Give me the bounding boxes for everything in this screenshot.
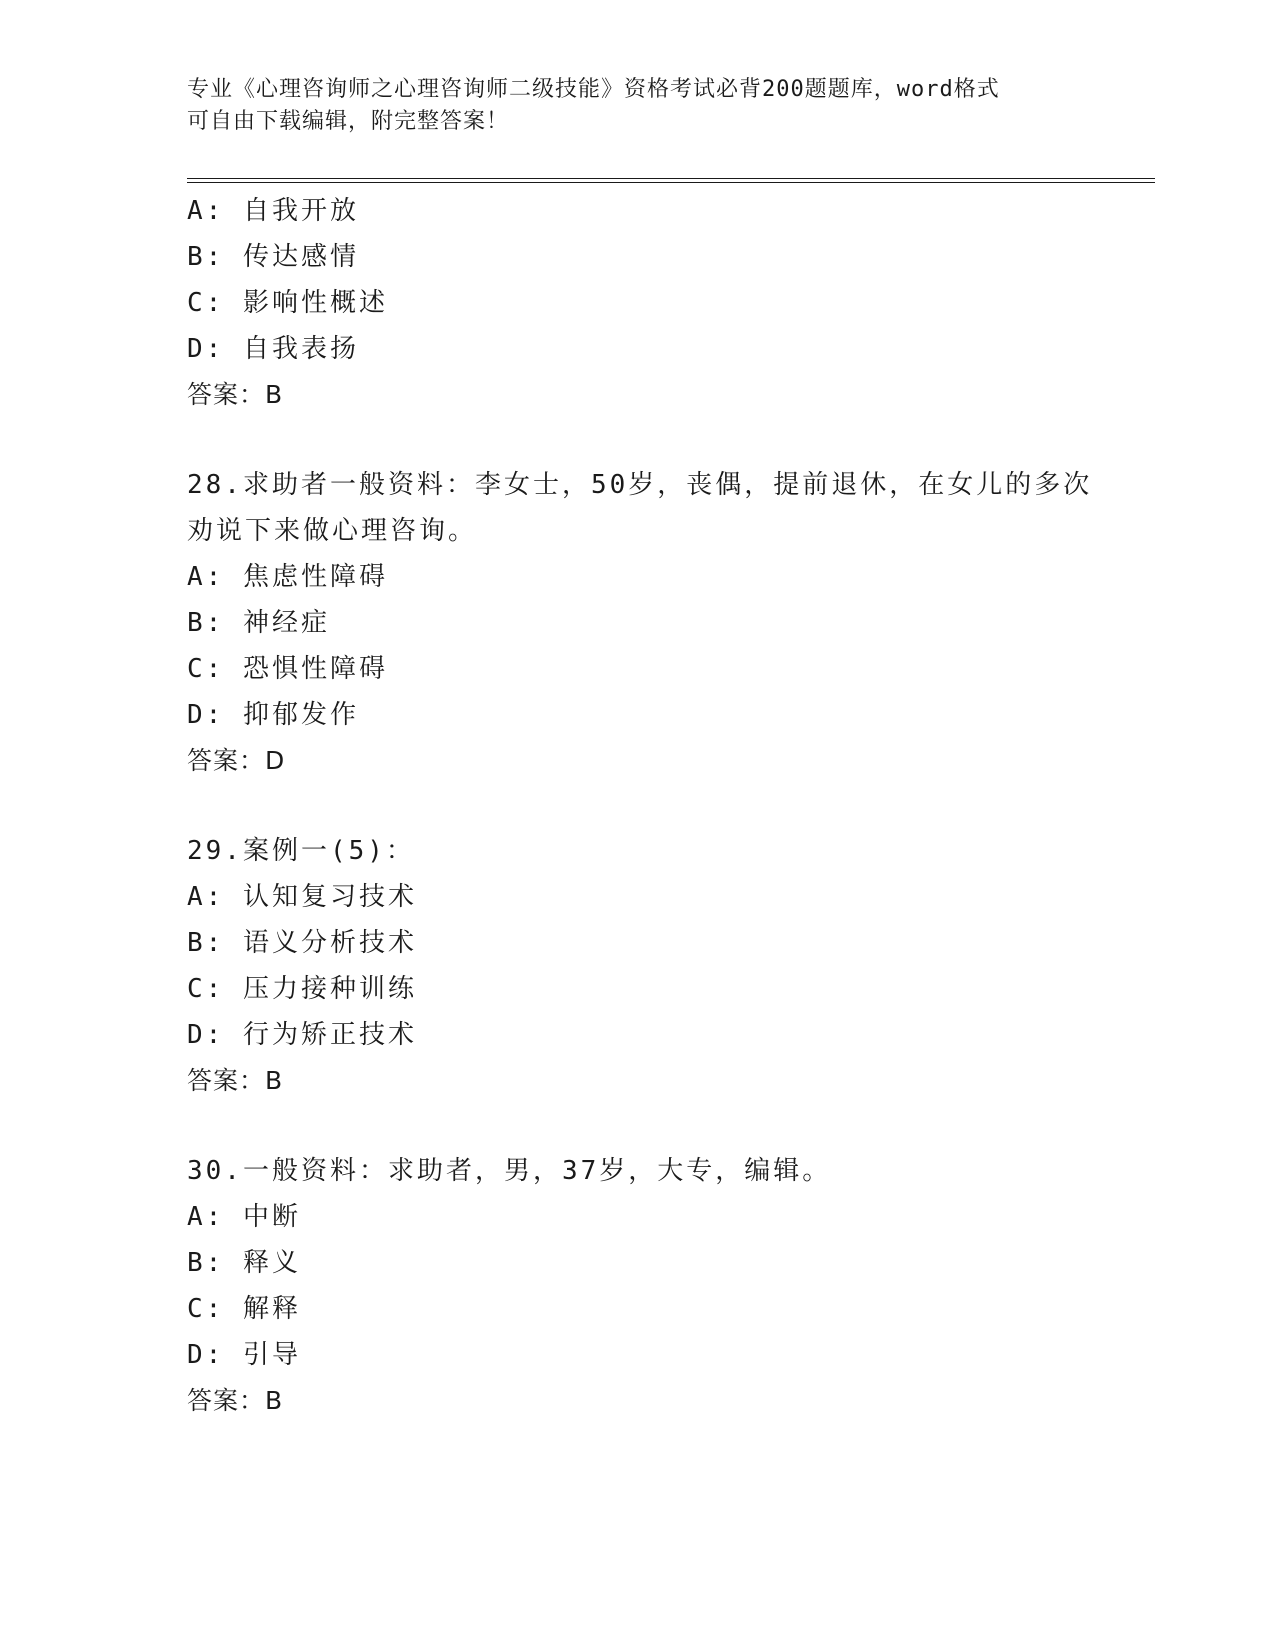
question-list bbox=[187, 188, 1093, 1424]
question-stem-line-1: 28.求助者一般资料：李女士，50岁，丧偶，提前退休，在女儿的多次 bbox=[187, 470, 1093, 500]
option-a: A: 焦虑性障碍 bbox=[187, 562, 388, 592]
question-gap bbox=[187, 418, 1087, 462]
option-b: B: 语义分析技术 bbox=[187, 928, 417, 958]
question-stem-line-1: 30.一般资料：求助者，男，37岁，大专，编辑。 bbox=[187, 1156, 832, 1186]
option-d: D: 行为矫正技术 bbox=[187, 1020, 417, 1050]
option-a: A: 中断 bbox=[187, 1202, 301, 1232]
option-a: A: 认知复习技术 bbox=[187, 882, 417, 912]
option-c: C: 压力接种训练 bbox=[187, 974, 417, 1004]
answer-line: 答案：B bbox=[187, 1066, 284, 1095]
question-stem-line-1: 29.案例一(5)： bbox=[187, 836, 415, 866]
question-gap bbox=[187, 1104, 1087, 1148]
question-30 bbox=[187, 1148, 1087, 1424]
question-29 bbox=[187, 828, 1087, 1104]
header-title-line-2: 可自由下载编辑，附完整答案！ bbox=[187, 109, 510, 134]
option-c: C: 恐惧性障碍 bbox=[187, 654, 388, 684]
option-b: B: 传达感情 bbox=[187, 242, 359, 272]
question-gap bbox=[187, 784, 1087, 828]
option-d: D: 抑郁发作 bbox=[187, 700, 359, 730]
option-b: B: 神经症 bbox=[187, 608, 330, 638]
answer-line: 答案：B bbox=[187, 1386, 284, 1415]
option-a: A: 自我开放 bbox=[187, 196, 359, 226]
option-c: C: 影响性概述 bbox=[187, 288, 388, 318]
document-header bbox=[187, 74, 1067, 138]
answer-line: 答案：D bbox=[187, 746, 286, 775]
question-stem-line-2: 劝说下来做心理咨询。 bbox=[187, 516, 478, 546]
option-b: B: 释义 bbox=[187, 1248, 301, 1278]
header-divider bbox=[187, 178, 1155, 183]
header-title-line-1: 专业《心理咨询师之心理咨询师二级技能》资格考试必背200题题库，word格式 bbox=[187, 77, 1000, 102]
question-27-continued bbox=[187, 188, 1087, 418]
answer-line: 答案：B bbox=[187, 380, 284, 409]
option-c: C: 解释 bbox=[187, 1294, 301, 1324]
question-28 bbox=[187, 462, 1093, 784]
option-d: D: 自我表扬 bbox=[187, 334, 359, 364]
option-d: D: 引导 bbox=[187, 1340, 301, 1370]
